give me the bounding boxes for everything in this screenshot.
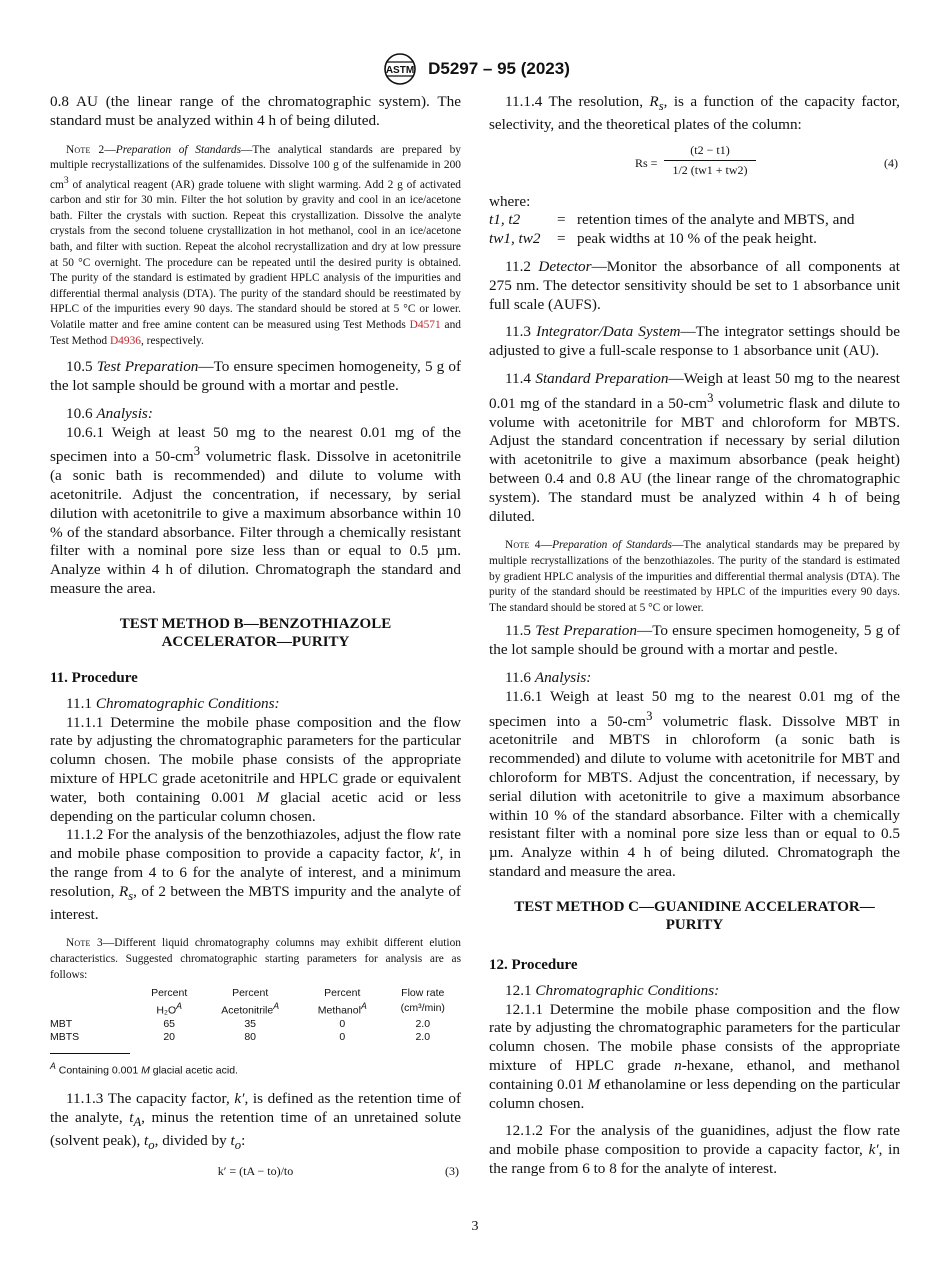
equation-4-fraction xyxy=(664,143,756,178)
section-text-b: -hexane, ethanol, and methanol containing 0.01 xyxy=(489,1057,900,1093)
note-2-title: Preparation of Standards xyxy=(115,143,242,156)
superscript: 3 xyxy=(63,175,69,186)
equation-4-denominator: 1/2 (tw1 + tw2) xyxy=(672,162,748,177)
definition-symbol xyxy=(489,211,557,230)
header-line1: Percent xyxy=(324,987,361,1000)
header-line1: Percent xyxy=(232,987,269,1000)
section-text: Monitor the absorbance of all components at 275 nm. The detector sensitivity should be set to 1 absorbance unit full scale (AUFS). xyxy=(489,258,900,313)
note-4-label: Note 4 xyxy=(505,539,541,552)
section-11-5: 11.5 Test Preparation—To ensure specimen homogeneity, 5 g of the lot sample should be ground with a mortar and pestle. xyxy=(489,622,901,659)
section-text-c: , of 2 between the MBTS impurity and the analyte of interest. xyxy=(50,882,461,923)
method-c-title-line2: PURITY xyxy=(665,917,724,934)
section-number: 11.6 xyxy=(505,669,532,686)
section-number: 11.5 xyxy=(505,622,532,640)
superscript: 3 xyxy=(646,708,653,723)
definition-equals: = xyxy=(557,230,566,248)
table-cell: 2.0 xyxy=(415,1017,431,1030)
link-d4571[interactable]: D4571 xyxy=(409,318,441,331)
section-title: Standard Preparation xyxy=(535,370,669,387)
definition-row xyxy=(489,230,900,249)
equation-3-number: (3) xyxy=(445,1163,459,1178)
note-2: Note 2—Preparation of Standards—The analytical standards are prepared by multiple recrystallizations of the sulfenamides. Dissolve 100 g of the sulfenamide in 200 $cm^3$ of analytical reagent (AR) grade toluene with slight warming. Add 2 g of activated carbon and stir for 30 min. Filter the hot solution by gravity and cool in an ice/acetone bath. Filter the crystals with suction. Repeat this crystallization. Dissolve the analyte crystals from the second toluene crystallization in hot methanol, cool in an ice/acetone bath, and filter with suction. Repeat the alcohol recrystallization and dry at low pressure at 50 °C overnight. The procedure can be repeated until the desired purity is obtained. The purity of the standard is estimated by gradient HPLC analysis of the impurities and differential thermal analysis (DTA). The purity of the standard should be reestimated by HPLC of the impurities every 90 days. The standard should be stored at 5 °C or lower. Volatile matter and free amine content can be measured using Test Methods D4571 and Test Method D4936, respectively. xyxy=(50,143,461,347)
section-11-heading: 11. Procedure xyxy=(50,669,138,686)
footnote-mark: A xyxy=(176,1001,183,1012)
molar-symbol: M xyxy=(256,788,270,806)
table-cell: 65 xyxy=(163,1017,176,1030)
section-text-a: 11.6.1 Weigh at least 50 mg to the nearest 0.01 mg of the specimen into a 50-cm xyxy=(489,687,900,730)
note-2-text-a: The analytical standards are prepared by multiple recrystallizations of the sulfenamides. Dissolve 100 g of the sulfenamide in 200 cm xyxy=(50,143,461,191)
note-4: Note 4—Preparation of Standards—The analytical standards may be prepared by multiple recrystallizations of the benzothiazoles. The purity of the standard is estimated by gradient HPLC analysis of the impurities and differential thermal analysis (DTA). The purity of the standard should be reestimated by HPLC of the impurities every 90 days. The standard should be stored at 5 °C or lower. xyxy=(489,539,900,614)
note-2-label: Note 2 xyxy=(66,143,105,156)
footnote-mark: A xyxy=(360,1001,367,1012)
table-footnote xyxy=(50,1061,461,1077)
section-text: To ensure specimen homogeneity, 5 g of the lot sample should be ground with a mortar and pestle. xyxy=(489,622,901,659)
section-text-b: , in the range from 4 to 6 for the analyte of interest, and a minimum resolution, xyxy=(50,845,461,900)
method-b-title xyxy=(50,615,461,652)
k-prime-symbol: k′ xyxy=(868,1141,879,1159)
section-10-6 xyxy=(50,405,461,424)
table-header xyxy=(138,1000,200,1018)
footnote-mark: A xyxy=(273,1001,280,1012)
page-number: 3 xyxy=(471,1219,479,1234)
equation-3-expression: k′ = (tA − to)/to xyxy=(217,1163,294,1178)
superscript: 3 xyxy=(193,444,201,459)
note-2-text-b: of analytical reagent (AR) grade toluene with slight warming. Add 2 g of activated carbon and stir for 30 min. Filter the hot solution by gravity and cool in an ice/acetone bath. Filter the crystals with suction. Repeat this crystallization. Dissolve the analyte crystals from the second toluene crystallization in hot methanol, cool in an ice/acetone bath, and filter with suction. Repeat the alcohol recrystallization and dry at low pressure at 50 °C overnight. The procedure can be repeated until the desired purity is obtained. The purity of the standard is estimated by gradient HPLC analysis of the impurities and differential thermal analysis (DTA). The purity of the standard should be reestimated by HPLC of the impurities every 90 days. The standard should be stored at 5 °C or lower. Volatile matter and free amine content can be measured using Test Methods xyxy=(50,178,461,331)
table-cell: 2.0 xyxy=(415,1030,431,1043)
note-3-text: —Different liquid chromatography columns may exhibit different elution characteristics. Suggested chromatographic starting parameters for analysis are as follows: xyxy=(50,937,461,981)
table-cell: 80 xyxy=(244,1030,257,1043)
section-text-b: , in the range from 6 to 8 for the analyte of interest. xyxy=(489,1141,900,1177)
section-text-b: volumetric flask and dilute to volume with acetonitrile for MBT and chloroform for MBTS. Adjust the standard concentration if necessary by serial dilution with acetonitrile to give a maximum absorbance (peak height) between 0.4 and 0.8 AU (the linear range of the chromatographic system). The standard must be analyzed within 4 h of being diluted. xyxy=(489,394,900,525)
section-11-1-1 xyxy=(50,714,461,827)
section-12-1-2 xyxy=(489,1122,900,1178)
equation-4-numerator: (t2 − t1) xyxy=(664,143,756,161)
section-title: Chromatographic Conditions: xyxy=(95,694,280,712)
section-number: 11.1 xyxy=(66,694,93,712)
section-10-6-1 xyxy=(50,424,461,599)
note-4-text: —The analytical standards may be prepared by multiple recrystallizations of the benzothiazoles. The purity of the standard is estimated by gradient HPLC analysis of the impurities and differential thermal analysis (DTA). The purity of the standard should be reestimated by HPLC of the impurities every 90 days. The standard should be stored at 5 °C or lower. xyxy=(489,539,900,614)
header-line2: Methanol xyxy=(317,1004,361,1017)
continued-paragraph: 0.8 AU (the linear range of the chromatographic system). The standard must be analyzed within 4 h of being diluted. xyxy=(50,93,461,129)
equation-3 xyxy=(50,1161,461,1183)
ta-symbol: t xyxy=(129,1108,134,1126)
section-text-c: ethanolamine or less depending on the particular column chosen. xyxy=(489,1075,900,1112)
section-text-e: : xyxy=(241,1131,246,1149)
molar-symbol: M xyxy=(587,1075,601,1093)
section-11-6 xyxy=(489,669,900,688)
section-text-b: volumetric flask. Dissolve in acetonitrile (a sonic bath is recommended) and dilute to volume with acetonitrile. Adjust the concentration, if necessary, by serial dilution with acetonitrile to give a maximum absorbance within 10 % of the standard absorbance. Filter through a chemically resistant filter with a nominal pore size less than or equal to 0.5 µm. Analyze within 4 h of dilution. Chromatograph the standard and measure the area. xyxy=(50,448,461,597)
table-header xyxy=(300,987,385,1000)
section-number: 10.6 xyxy=(66,404,93,422)
section-text-d: , divided by xyxy=(154,1131,231,1149)
to-subscript: o xyxy=(148,1137,155,1152)
section-11-4: 11.4 Standard Preparation—Weigh at least 50 mg to the nearest 0.01 mg of the standard in a $50-cm^3$ volumetric flask and dilute to volume with acetonitrile for MBT and chloroform for MBTS. Adjust the standard concentration if necessary by serial dilution with acetonitrile to give a maximum absorbance (peak height) between 0.4 and 0.8 AU (the linear range of the chromatographic system). The standard must be analyzed within 4 h of being diluted. xyxy=(489,370,900,525)
section-number: 11.3 xyxy=(505,323,532,341)
definition-text: retention times of the analyte and MBTS, and xyxy=(577,211,855,229)
section-11-1 xyxy=(50,695,461,714)
section-text-b: , is a function of the capacity factor, selectivity, and the theoretical plates of the column: xyxy=(489,93,900,133)
section-text-b: volumetric flask. Dissolve MBT in acetonitrile and MBTS in chloroform (a sonic bath is recommended) and dilute to volume with acetonitrile for MBT and chloroform for MBTS. Adjust the concentration, if necessary, by serial dilution with acetonitrile to give a maximum absorbance within 10 % of the standard absorbance. Filter with a chemically resistant filter with a nominal pore size less than or equal to 0.5 µm. Analyze within 4 h of being diluted. Chromatograph the standard and measure the area. xyxy=(489,712,900,881)
section-text-a: 12.1.1 Determine the mobile phase composition and the flow rate by adjusting the chromatographic parameters for the particular column chosen. The mobile phase consists of the appropriate mixture of HPLC grade xyxy=(489,1000,900,1075)
method-c-title xyxy=(489,898,900,935)
header-line1: Percent xyxy=(151,987,188,1000)
footnote-divider xyxy=(50,1053,130,1054)
method-c-title-line1: TEST METHOD C—GUANIDINE ACCELERATOR— xyxy=(514,898,875,915)
section-number: 12.1 xyxy=(505,981,532,999)
table-header xyxy=(385,1000,461,1018)
table-header xyxy=(300,1000,385,1018)
page-header xyxy=(0,52,950,86)
section-number: 11.4 xyxy=(505,370,532,387)
table-row xyxy=(50,1031,461,1044)
section-text-b: glacial acetic acid or less depending on the particular column chosen. xyxy=(50,788,461,825)
section-title: Integrator/Data System xyxy=(536,323,681,341)
header-line2: Acetonitrile xyxy=(221,1004,274,1017)
table-header xyxy=(138,987,200,1000)
note-2-text-d: , respectively. xyxy=(140,334,204,347)
definition-symbol xyxy=(489,230,557,249)
section-title: Test Preparation xyxy=(96,358,199,376)
section-12-1-1 xyxy=(489,1001,900,1114)
note-4-title: Preparation of Standards xyxy=(552,539,672,552)
n-prefix: n xyxy=(674,1057,682,1075)
section-11-2: 11.2 Detector—Monitor the absorbance of all components at 275 nm. The detector sensitivity should be set to 1 absorbance unit full scale (AUFS). xyxy=(489,258,900,313)
section-number: 11.2 xyxy=(505,258,532,276)
section-text: To ensure specimen homogeneity, 5 g of the lot sample should be ground with a mortar and pestle. xyxy=(50,358,461,394)
definition-symbol-text: t1, t2 xyxy=(489,211,521,229)
section-text-a: Weigh at least 50 mg to the nearest 0.01 mg of the standard in a 50-cm xyxy=(489,370,900,412)
to-symbol: t xyxy=(230,1131,235,1149)
section-title: Analysis: xyxy=(534,669,592,686)
row-label: MBT xyxy=(50,1017,73,1030)
rs-subscript: s xyxy=(658,99,664,114)
table-cell: 20 xyxy=(163,1030,176,1043)
k-prime-symbol: k′ xyxy=(234,1090,245,1108)
section-11-3: 11.3 Integrator/Data System—The integrator settings should be adjusted to give a full-scale response to 1 absorbance unit (AU). xyxy=(489,323,901,360)
note-3 xyxy=(50,936,461,983)
section-title: Analysis: xyxy=(96,404,153,422)
section-text-c: , minus the retention time of an unretained solute (solvent peak), xyxy=(50,1108,461,1149)
table-row xyxy=(50,1018,461,1031)
note-2-text-c: and Test Method xyxy=(50,318,461,347)
section-title: Detector xyxy=(538,258,592,276)
to-subscript: o xyxy=(234,1137,242,1152)
rs-symbol: R xyxy=(649,93,659,110)
document-designation: D5297 – 95 (2023) xyxy=(428,59,570,78)
table-cell: 35 xyxy=(244,1017,257,1030)
section-12-1 xyxy=(489,982,900,1001)
table-header xyxy=(200,1000,300,1018)
section-title: Chromatographic Conditions: xyxy=(535,981,720,999)
astm-logo-text: ASTM xyxy=(385,65,415,76)
link-d4936[interactable]: D4936 xyxy=(109,334,141,347)
table-header xyxy=(385,987,461,1000)
astm-logo xyxy=(380,52,420,86)
definition-equals: = xyxy=(557,211,566,229)
definition-symbol-text: tw1, tw2 xyxy=(489,230,541,248)
superscript: 3 xyxy=(707,390,714,405)
section-number: 10.5 xyxy=(66,358,93,376)
k-prime-symbol: k′ xyxy=(429,845,440,863)
equation-4-number: (4) xyxy=(884,155,898,170)
section-text-a: 12.1.2 For the analysis of the guanidines, adjust the flow rate and mobile phase composition to provide a capacity factor, xyxy=(489,1122,900,1159)
table-cell: 0 xyxy=(339,1030,346,1043)
right-column xyxy=(489,93,900,1179)
definition-row xyxy=(489,211,900,230)
chromatographic-parameters-table xyxy=(50,987,461,1044)
footnote-mark: A xyxy=(50,1060,56,1071)
table-header xyxy=(200,987,300,1000)
rs-subscript: s xyxy=(128,888,134,903)
table-header-row xyxy=(50,1000,461,1018)
ta-subscript: A xyxy=(133,1114,142,1129)
section-text-a: 11.1.4 The resolution, xyxy=(505,93,650,110)
section-text-a: 10.6.1 Weigh at least 50 mg to the nearest 0.01 mg of the specimen into a 50-cm xyxy=(50,423,461,466)
row-label: MBTS xyxy=(50,1030,80,1043)
header-line2: (cm³/min) xyxy=(400,1002,445,1015)
section-11-1-3 xyxy=(50,1090,461,1154)
section-12-heading: 12. Procedure xyxy=(489,956,578,973)
equation-4 xyxy=(489,143,900,189)
footnote-text-b: glacial acetic acid. xyxy=(149,1064,238,1077)
note-3-label: Note 3 xyxy=(66,937,103,950)
section-text-a: 11.1.3 The capacity factor, xyxy=(66,1090,235,1108)
molar-symbol: M xyxy=(141,1064,150,1077)
section-11-1-2 xyxy=(50,826,461,924)
section-text: The integrator settings should be adjusted to give a full-scale response to 1 absorbance unit (AU). xyxy=(489,323,901,360)
section-11-6-1 xyxy=(489,688,900,882)
section-text-b: , is defined as the retention time of the analyte, xyxy=(50,1090,462,1126)
method-b-title-line2: ACCELERATOR—PURITY xyxy=(161,634,350,651)
method-b-title-line1: TEST METHOD B—BENZOTHIAZOLE xyxy=(119,615,392,632)
to-symbol: t xyxy=(144,1131,149,1149)
table-cell: 0 xyxy=(339,1017,346,1030)
definition-text: peak widths at 10 % of the peak height. xyxy=(577,230,817,248)
footnote-text-a: Containing 0.001 xyxy=(55,1064,142,1077)
header-line1: Flow rate xyxy=(401,987,445,1000)
equation-4-lhs: Rs = xyxy=(635,155,658,170)
section-text-a: 11.1.1 Determine the mobile phase composition and the flow rate by adjusting the chromatographic parameters for the particular column chosen. The mobile phase consists of the appropriate mixture of HPLC grade acetonitrile and HPLC grade or equivalent water, both containing 0.001 xyxy=(50,713,461,806)
rs-symbol: R xyxy=(118,882,129,900)
where-label: where: xyxy=(489,192,531,210)
header-line2: H₂O xyxy=(156,1004,177,1017)
section-10-5: 10.5 Test Preparation—To ensure specimen homogeneity, 5 g of the lot sample should be ground with a mortar and pestle. xyxy=(50,358,461,394)
section-text-a: 11.1.2 For the analysis of the benzothiazoles, adjust the flow rate and mobile phase composition to provide a capacity factor, xyxy=(50,826,461,863)
left-column xyxy=(50,93,461,1183)
section-11-1-4 xyxy=(489,93,900,135)
table-header-row xyxy=(50,987,461,1000)
section-title: Test Preparation xyxy=(535,622,637,640)
